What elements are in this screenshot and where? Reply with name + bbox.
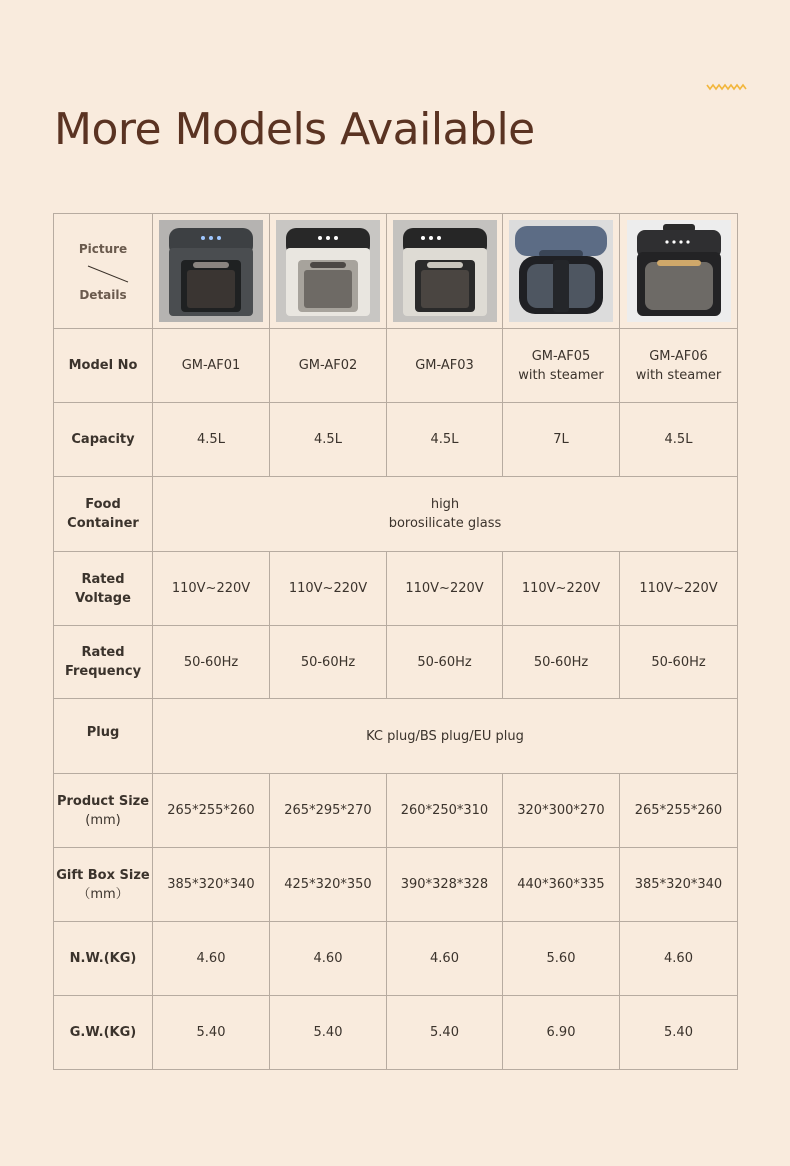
net-weight-cell: 5.60 <box>503 922 620 996</box>
voltage-cell: 110V~220V <box>270 552 387 626</box>
row-label-line: Rated <box>81 571 125 587</box>
row-label-line: Voltage <box>75 590 131 606</box>
air-fryer-black-icon <box>627 220 731 322</box>
picture-cell <box>270 214 387 329</box>
row-label: Capacity <box>54 403 153 477</box>
rated-frequency-row <box>54 626 738 699</box>
model-no-cell <box>387 329 503 403</box>
capacity-cell: 7L <box>503 403 620 477</box>
picture-cell <box>153 214 270 329</box>
spec-table <box>53 213 738 1070</box>
net-weight-row <box>54 922 738 996</box>
gross-weight-row <box>54 996 738 1070</box>
frequency-cell: 50-60Hz <box>270 626 387 699</box>
model-no-cell <box>270 329 387 403</box>
diagonal-divider-icon <box>86 264 130 284</box>
model-no-cell <box>503 329 620 403</box>
row-label-unit: （mm） <box>77 886 129 902</box>
gross-weight-cell: 6.90 <box>503 996 620 1070</box>
picture-label: Picture <box>78 242 128 256</box>
row-label <box>54 774 153 848</box>
model-no-cell <box>620 329 738 403</box>
cell-suffix: with steamer <box>635 367 722 383</box>
rated-voltage-row <box>54 552 738 626</box>
voltage-cell: 110V~220V <box>387 552 503 626</box>
capacity-row <box>54 403 738 477</box>
frequency-cell: 50-60Hz <box>387 626 503 699</box>
net-weight-cell: 4.60 <box>620 922 738 996</box>
gift-box-size-cell: 385*320*340 <box>153 848 270 922</box>
food-container-row <box>54 477 738 552</box>
air-fryer-blue-icon <box>509 220 613 322</box>
product-size-cell: 320*300*270 <box>503 774 620 848</box>
voltage-cell: 110V~220V <box>620 552 738 626</box>
voltage-cell: 110V~220V <box>503 552 620 626</box>
row-label-line: Frequency <box>64 664 142 679</box>
row-label-line: Gift Box Size <box>56 867 150 883</box>
picture-cell <box>387 214 503 329</box>
cell-value: high <box>430 497 460 512</box>
picture-cell <box>503 214 620 329</box>
gift-box-size-cell: 390*328*328 <box>387 848 503 922</box>
model-no-row <box>54 329 738 403</box>
gross-weight-cell: 5.40 <box>153 996 270 1070</box>
picture-cell <box>620 214 738 329</box>
frequency-cell: 50-60Hz <box>153 626 270 699</box>
gift-box-size-cell: 425*320*350 <box>270 848 387 922</box>
net-weight-cell: 4.60 <box>270 922 387 996</box>
gross-weight-cell: 5.40 <box>620 996 738 1070</box>
cell-value: GM-AF06 <box>649 348 708 364</box>
picture-details-header <box>54 214 153 329</box>
air-fryer-dark-icon <box>159 220 263 322</box>
page-title: More Models Available <box>54 104 535 155</box>
product-size-cell: 260*250*310 <box>387 774 503 848</box>
frequency-cell: 50-60Hz <box>503 626 620 699</box>
row-label: N.W.(KG) <box>54 922 153 996</box>
food-container-cell <box>153 477 738 552</box>
product-size-cell: 265*255*260 <box>153 774 270 848</box>
row-label: Plug <box>54 699 153 774</box>
voltage-cell: 110V~220V <box>153 552 270 626</box>
capacity-cell: 4.5L <box>387 403 503 477</box>
row-label-line: Product Size <box>56 793 150 809</box>
air-fryer-cream-icon <box>393 220 497 322</box>
row-label-line: Rated <box>81 645 125 660</box>
row-label: G.W.(KG) <box>54 996 153 1070</box>
row-label <box>54 477 153 552</box>
plug-cell: KC plug/BS plug/EU plug <box>153 699 738 774</box>
cell-value: GM-AF03 <box>415 358 474 373</box>
zigzag-decoration-icon <box>706 82 748 92</box>
row-label-line: Food <box>85 497 121 512</box>
capacity-cell: 4.5L <box>153 403 270 477</box>
gross-weight-cell: 5.40 <box>387 996 503 1070</box>
capacity-cell: 4.5L <box>270 403 387 477</box>
cell-value: GM-AF01 <box>181 358 241 373</box>
capacity-cell: 4.5L <box>620 403 738 477</box>
gift-box-size-row <box>54 848 738 922</box>
model-no-cell <box>153 329 270 403</box>
product-size-cell: 265*255*260 <box>620 774 738 848</box>
row-label <box>54 626 153 699</box>
details-label: Details <box>79 288 127 302</box>
row-label-line: Container <box>67 516 139 531</box>
picture-row <box>54 214 738 329</box>
product-size-cell: 265*295*270 <box>270 774 387 848</box>
cell-value: borosilicate glass <box>388 516 502 531</box>
cell-value: GM-AF02 <box>298 358 358 373</box>
row-label <box>54 552 153 626</box>
gift-box-size-cell: 385*320*340 <box>620 848 738 922</box>
gift-box-size-cell: 440*360*335 <box>503 848 620 922</box>
net-weight-cell: 4.60 <box>153 922 270 996</box>
air-fryer-white-icon <box>276 220 380 322</box>
gross-weight-cell: 5.40 <box>270 996 387 1070</box>
net-weight-cell: 4.60 <box>387 922 503 996</box>
cell-value: GM-AF05 <box>531 348 591 364</box>
cell-suffix: with steamer <box>518 367 604 383</box>
plug-row <box>54 699 738 774</box>
frequency-cell: 50-60Hz <box>620 626 738 699</box>
row-label: Model No <box>54 329 153 403</box>
row-label <box>54 848 153 922</box>
row-label-unit: (mm) <box>85 812 121 828</box>
product-size-row <box>54 774 738 848</box>
